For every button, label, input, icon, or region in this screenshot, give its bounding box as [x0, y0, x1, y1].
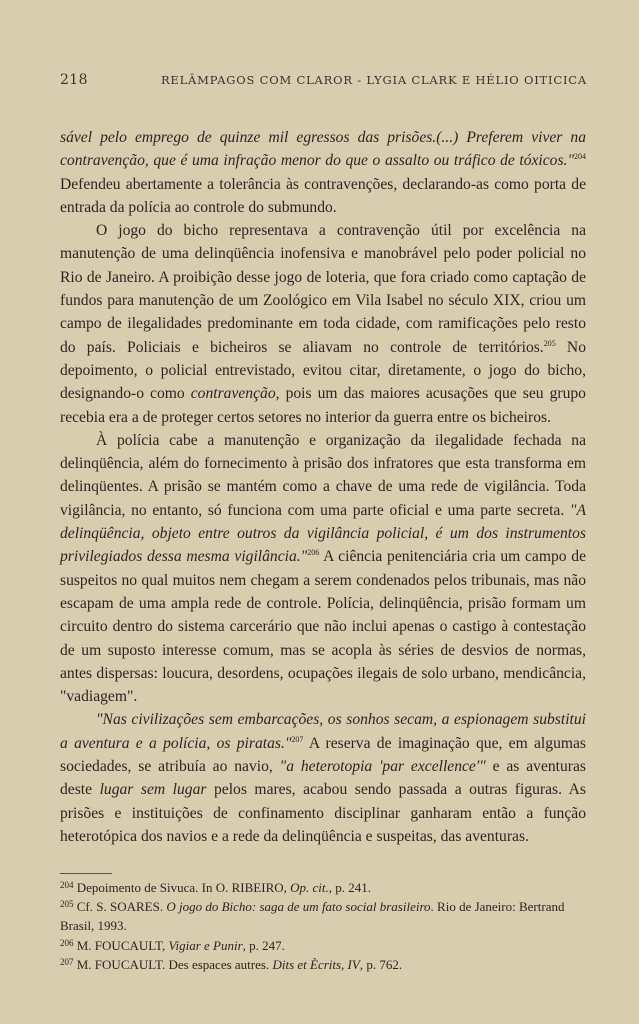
footnote-number: 207 — [60, 956, 74, 967]
footnote-ref-207[interactable]: 207 — [291, 734, 304, 744]
text-span: A ciência penitenciária cria um campo de suspeitos no qual muitos nem chegam a serem condenados pelos tribunais, mas não escapam de uma ampla rede de controle. Polícia, delinqüência, prisão formam um circuito dentro do sistema carcerário que não inclui apenas o castigo à contestação de um suposto interesse comum, mas se acopla às séries de desvios de normas, antes dispersas: loucura, desordens, ocupações ilegais de solo urbano, mendicância, "vadiagem". — [60, 548, 587, 706]
text-span: Depoimento de Sivuca. In O. RIBEIRO, — [73, 880, 291, 895]
footnote-divider — [60, 873, 112, 874]
page-header — [60, 72, 587, 92]
page-number: 218 — [60, 72, 88, 88]
text-span: . Rio de Janeiro: Bertrand Brasil, 1993. — [60, 899, 565, 934]
footnote-ref-206[interactable]: 206 — [307, 548, 320, 558]
footnote-206 — [60, 936, 586, 955]
italic-span: "A delinqüência, objeto entre outros da vigilância policial, é um dos instrumentos privilegiados dessa mesma vigilância." — [60, 501, 586, 566]
italic-span: Dits et Ècrits, IV — [272, 956, 360, 972]
footnote-ref-205[interactable]: 205 — [543, 338, 556, 348]
footnote-204 — [60, 878, 586, 897]
text-span: , pois um das maiores acusações que seu grupo recebia era a de proteger certos setores no interior da guerra entre os bicheiros. — [60, 385, 586, 426]
footnote-ref-204[interactable]: 204 — [574, 152, 586, 162]
paragraph-2 — [60, 219, 586, 429]
footnote-number: 204 — [60, 880, 74, 890]
body-text — [60, 126, 586, 848]
text-span: À polícia cabe a manutenção e organização da ilegalidade fechada na delinqüência, além do fornecimento à prisão dos infratores que esta transforma em delinqüentes. A prisão se mantém como a chave de uma rede de vigilância. Toda vigilância, no entanto, só funciona com uma parte oficial e uma parte secreta. — [60, 431, 586, 519]
text-span: , p. 762. — [359, 956, 403, 972]
paragraph-3 — [60, 429, 586, 709]
italic-span: lugar sem lugar — [99, 781, 207, 799]
text-span: pelos mares, acabou sendo passada a outras figuras. As prisões e instituições de confinamento disciplinar ganharam então a função heterotópica dos navios e a rede da delinqüência e suspeitas, das aventuras. — [60, 781, 586, 845]
text-span: A reserva de imaginação que, em algumas sociedades, se atribuía ao navio, — [60, 734, 586, 776]
text-span: , p. 241. — [328, 880, 372, 895]
italic-span: contravenção — [190, 385, 276, 403]
footnotes — [60, 878, 586, 974]
italic-span: O jogo do Bicho: saga de um fato social brasileiro — [166, 899, 431, 915]
footnote-207 — [60, 955, 586, 974]
text-span: M. FOUCAULT, — [73, 937, 169, 953]
italic-span: sável pelo emprego de quinze mil egressos das prisões.(...) Preferem viver na contravenção, que é uma infração menor do que o assalto ou tráfico de tóxicos." — [60, 129, 586, 170]
italic-span: "a heterotopia 'par excellence'" — [279, 758, 486, 776]
text-span: No depoimento, o policial entrevistado, evitou citar, diretamente, o jogo do bicho, designando-o como — [60, 338, 586, 403]
italic-span: Vigiar e Punir — [168, 937, 243, 953]
text-span: O jogo do bicho representava a contravenção útil por excelência na manutenção de uma delinqüência inofensiva e manobrável pelo poder policial no Rio de Janeiro. A proibição desse jogo de loteria, que fora criado como captação de fundos para manutenção de um Zoológico em Vila Isabel no século XIX, criou um campo de ilegalidades predominante em toda cidade, com ramificações pelo resto do país. Policiais e bicheiros se aliavam no controle de territórios. — [60, 222, 586, 356]
text-span: Defendeu abertamente a tolerância às contravenções, declarando-as como porta de entrada da polícia ao controle do submundo. — [60, 175, 586, 216]
italic-span: "Nas civilizações sem embarcações, os sonhos secam, a espionagem substitui a aventura e a polícia, os piratas." — [60, 711, 586, 752]
text-span: e as aventuras deste — [60, 758, 586, 799]
text-span: Cf. S. SOARES. — [73, 899, 167, 915]
paragraph-4 — [60, 708, 586, 848]
paragraph-1 — [60, 126, 586, 219]
text-span: M. FOUCAULT. Des espaces autres. — [73, 956, 273, 972]
running-title: RELÂMPAGOS COM CLAROR - LYGIA CLARK E HÉLIO OITICICA — [160, 73, 587, 87]
footnote-205 — [60, 897, 586, 935]
text-span: , p. 247. — [242, 937, 285, 953]
footnote-number: 206 — [60, 937, 74, 948]
italic-span: Op. cit. — [290, 880, 329, 895]
footnote-number: 205 — [60, 899, 74, 910]
